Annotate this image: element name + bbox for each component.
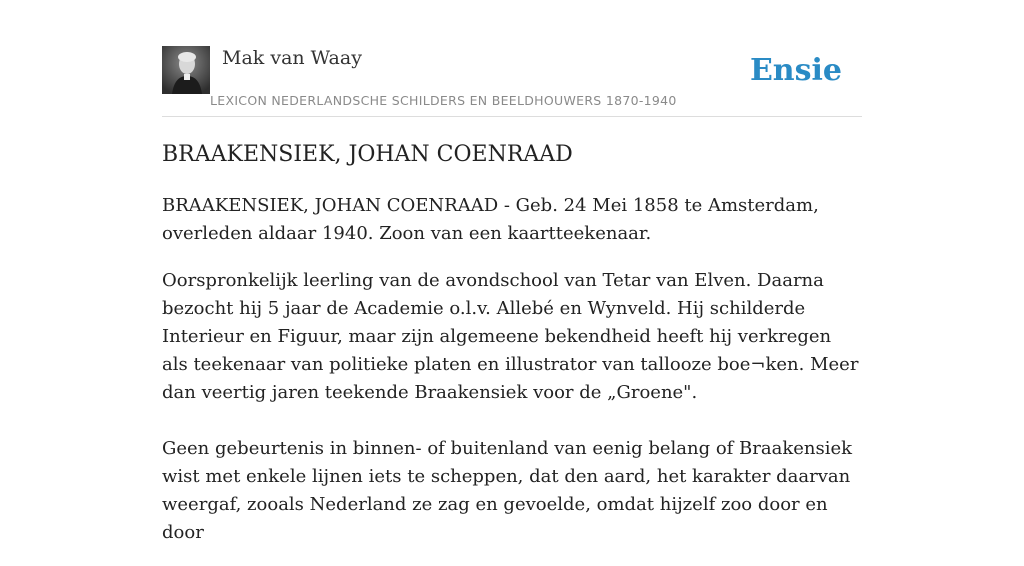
paragraph-intro: BRAAKENSIEK, JOHAN COENRAAD - Geb. 24 Mei 1858 te Amsterdam, overleden aldaar 1940. Zoon van een kaartteekenaar. (162, 195, 819, 244)
article-header (162, 46, 862, 117)
ensie-logo[interactable]: Ensie (749, 53, 842, 88)
author-name[interactable]: Mak van Waay (222, 47, 362, 69)
paragraph-legacy: Geen gebeurtenis in binnen- of buitenland van eenig belang of Braakensiek wist met enkele lijnen iets te scheppen, dat den aard, het karakter daarvan weergaf, zooals Nederland ze zag en gevoelde, omdat hijzelf zoo door en door (162, 438, 853, 543)
source-title[interactable]: LEXICON NEDERLANDSCHE SCHILDERS EN BEELDHOUWERS 1870-1940 (210, 93, 677, 108)
portrait-image (162, 46, 210, 94)
paragraph-career: Oorspronkelijk leerling van de avondschool van Tetar van Elven. Daarna bezocht hij 5 jaar de Academie o.l.v. Allebé en Wynveld. Hij schilderde Interieur en Figuur, maar zijn algemeene bekendheid heeft hij verkregen als teekenaar van politieke platen en illustrator van tallooze boe¬ken. Meer dan veertig jaren teekende Braakensiek voor de „Groene". (162, 270, 859, 403)
article-title: BRAAKENSIEK, JOHAN COENRAAD (162, 142, 573, 167)
article-body (162, 192, 862, 566)
author-avatar[interactable] (162, 46, 210, 94)
